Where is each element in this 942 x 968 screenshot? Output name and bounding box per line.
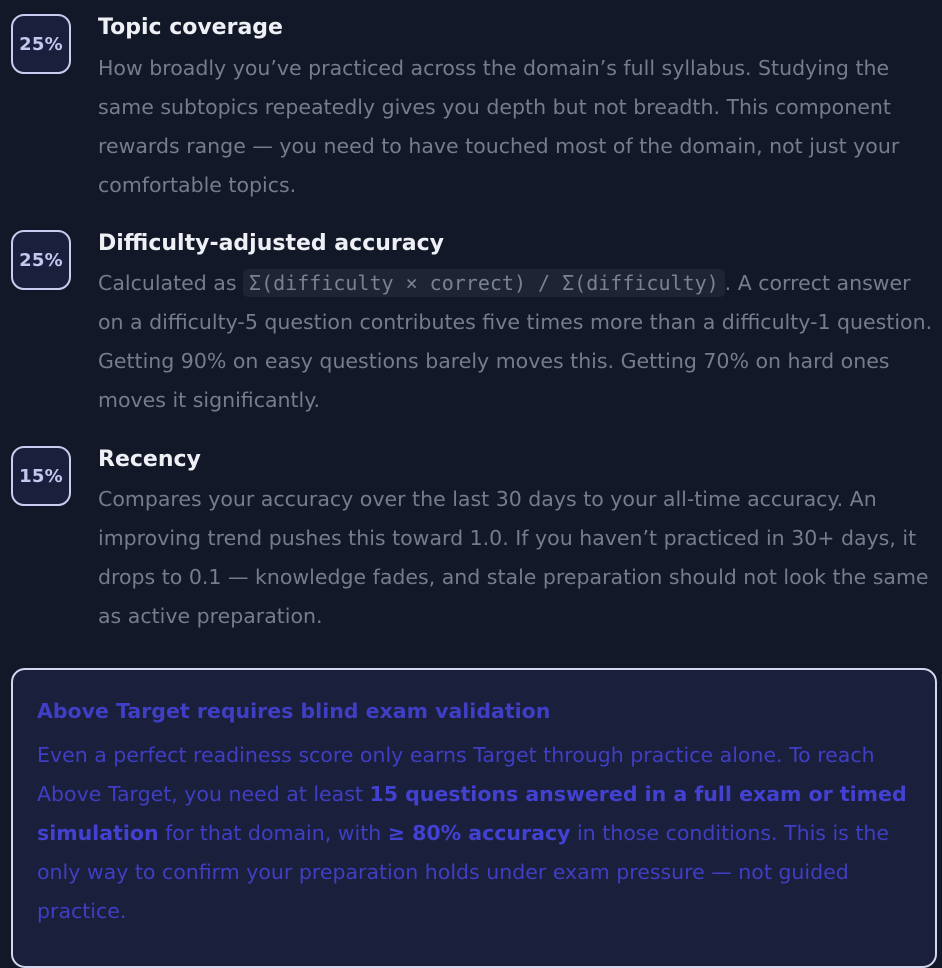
description-prefix: Calculated as <box>98 271 244 295</box>
component-title-difficulty-accuracy: Difficulty-adjusted accuracy <box>98 231 444 256</box>
callout-text-2: for that domain, with <box>158 821 388 845</box>
callout-body <box>37 736 917 931</box>
difficulty-formula: Σ(difficulty × correct) / Σ(difficulty) <box>243 269 725 297</box>
callout-text-3: in those conditions. This is the only way to confirm your preparation holds under exam pressure — not guided practice. <box>37 821 890 923</box>
component-title-topic-coverage: Topic coverage <box>98 15 283 40</box>
callout-title: Above Target requires blind exam validation <box>37 699 551 723</box>
callout-emphasis-accuracy: ≥ 80% accuracy <box>387 821 571 845</box>
weight-badge-difficulty-accuracy: 25% <box>11 230 71 290</box>
callout-emphasis-questions: 15 questions answered in a full exam or timed simulation <box>37 782 907 845</box>
above-target-callout <box>11 668 937 968</box>
component-description-topic-coverage: How broadly you’ve practiced across the domain’s full syllabus. Studying the same subtopics repeatedly gives you depth but not breadth. This component rewards range — you need to have touched most of the domain, not just your comfortable topics. <box>98 56 900 197</box>
component-title-recency: Recency <box>98 447 201 472</box>
description-suffix: . A correct answer on a difficulty-5 question contributes five times more than a difficulty-1 question. Getting 90% on easy questions barely moves this. Getting 70% on hard ones moves it significantly. <box>98 271 933 412</box>
callout-text-1: Even a perfect readiness score only earns Target through practice alone. To reach Above Target, you need at least <box>37 743 875 806</box>
component-description-recency: Compares your accuracy over the last 30 days to your all-time accuracy. An improving trend pushes this toward 1.0. If you haven’t practiced in 30+ days, it drops to 0.1 — knowledge fades, and stale preparation should not look the same as active preparation. <box>98 487 929 628</box>
weight-badge-topic-coverage: 25% <box>11 14 71 74</box>
component-description-difficulty-accuracy <box>98 264 934 420</box>
weight-badge-recency: 15% <box>11 446 71 506</box>
